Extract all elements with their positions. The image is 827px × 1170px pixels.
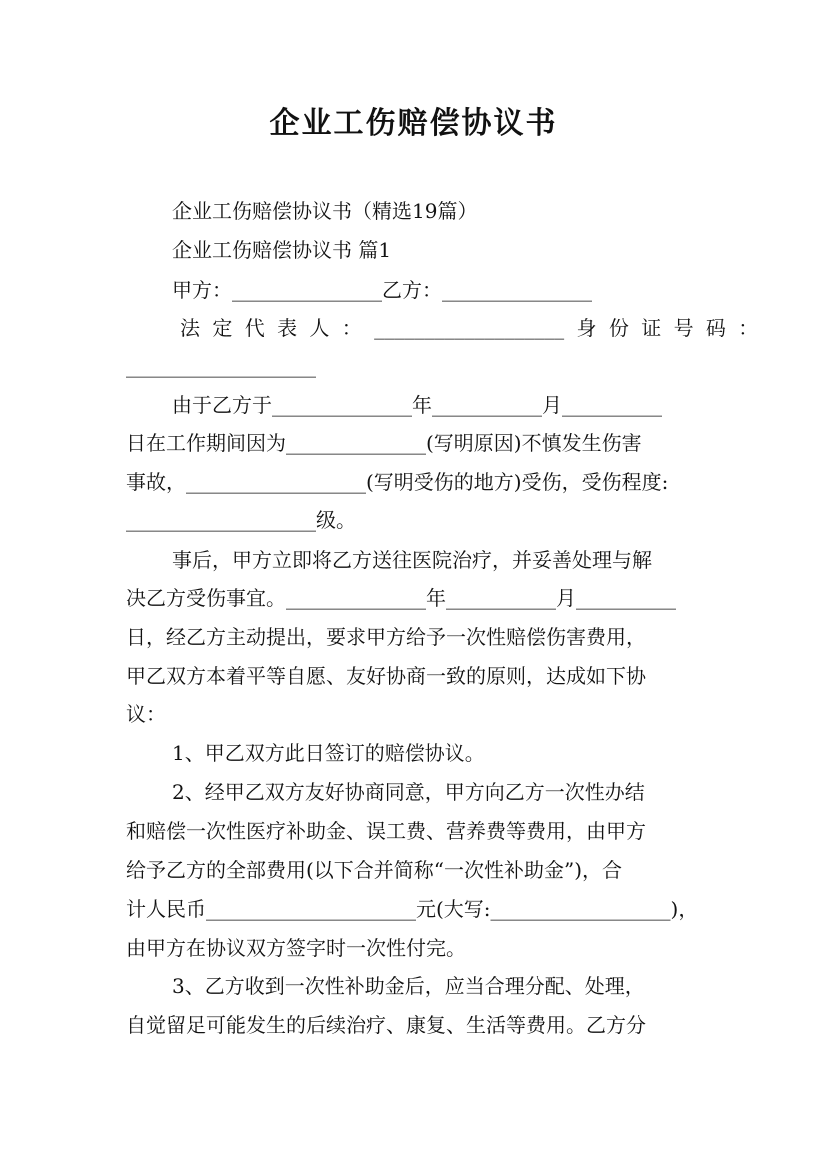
subtitle-line: 企业工伤赔偿协议书（精选19篇） <box>172 199 478 223</box>
paragraph-line: 日，经乙方主动提出，要求甲方给予一次性赔偿伤害费用， <box>126 625 646 649</box>
paragraph-line: ___________________级。 <box>126 508 356 532</box>
legal-representative-line: 法 定 代 表 人 ： ___________________ 身 份 证 号 码 ： <box>180 316 759 340</box>
paragraph-line: 决乙方受伤事宜。______________年___________月__________ <box>126 586 676 610</box>
clause-2-line: 2、经甲乙双方友好协商同意，甲方向乙方一次性办结 <box>172 780 645 804</box>
clause-3-line: 3、乙方收到一次性补助金后，应当合理分配、处理， <box>172 974 645 998</box>
clause-1-line: 1、甲乙双方此日签订的赔偿协议。 <box>172 741 485 765</box>
paragraph-line: 自觉留足可能发生的后续治疗、康复、生活等费用。乙方分 <box>126 1013 646 1037</box>
paragraph-line: 由甲方在协议双方签字时一次性付完。 <box>126 936 466 960</box>
document-title: 企业工伤赔偿协议书 <box>269 106 558 141</box>
paragraph-line: 给予乙方的全部费用(以下合并简称“一次性补助金”)，合 <box>126 858 623 882</box>
paragraph-line: 由于乙方于______________年___________月__________ <box>172 393 662 417</box>
id-number-blank-line: ___________________ <box>126 354 316 378</box>
paragraph-line: 议： <box>126 702 166 726</box>
paragraph-line: 事故，__________________(写明受伤的地方)受伤，受伤程度: <box>126 470 669 494</box>
paragraph-line: 日在工作期间因为______________(写明原因)不慎发生伤害 <box>126 431 642 455</box>
paragraph-line: 和赔偿一次性医疗补助金、误工费、营养费等费用，由甲方 <box>126 819 646 843</box>
paragraph-line: 甲乙双方本着平等自愿、友好协商一致的原则，达成如下协 <box>126 664 646 688</box>
party-a-b-line: 甲方：_______________乙方：_______________ <box>172 278 592 302</box>
paragraph-line: 事后，甲方立即将乙方送往医院治疗，并妥善处理与解 <box>172 548 652 572</box>
paragraph-line: 计人民币_____________________元(大写:__________________)， <box>126 897 699 921</box>
section-heading: 企业工伤赔偿协议书 篇1 <box>172 238 392 262</box>
